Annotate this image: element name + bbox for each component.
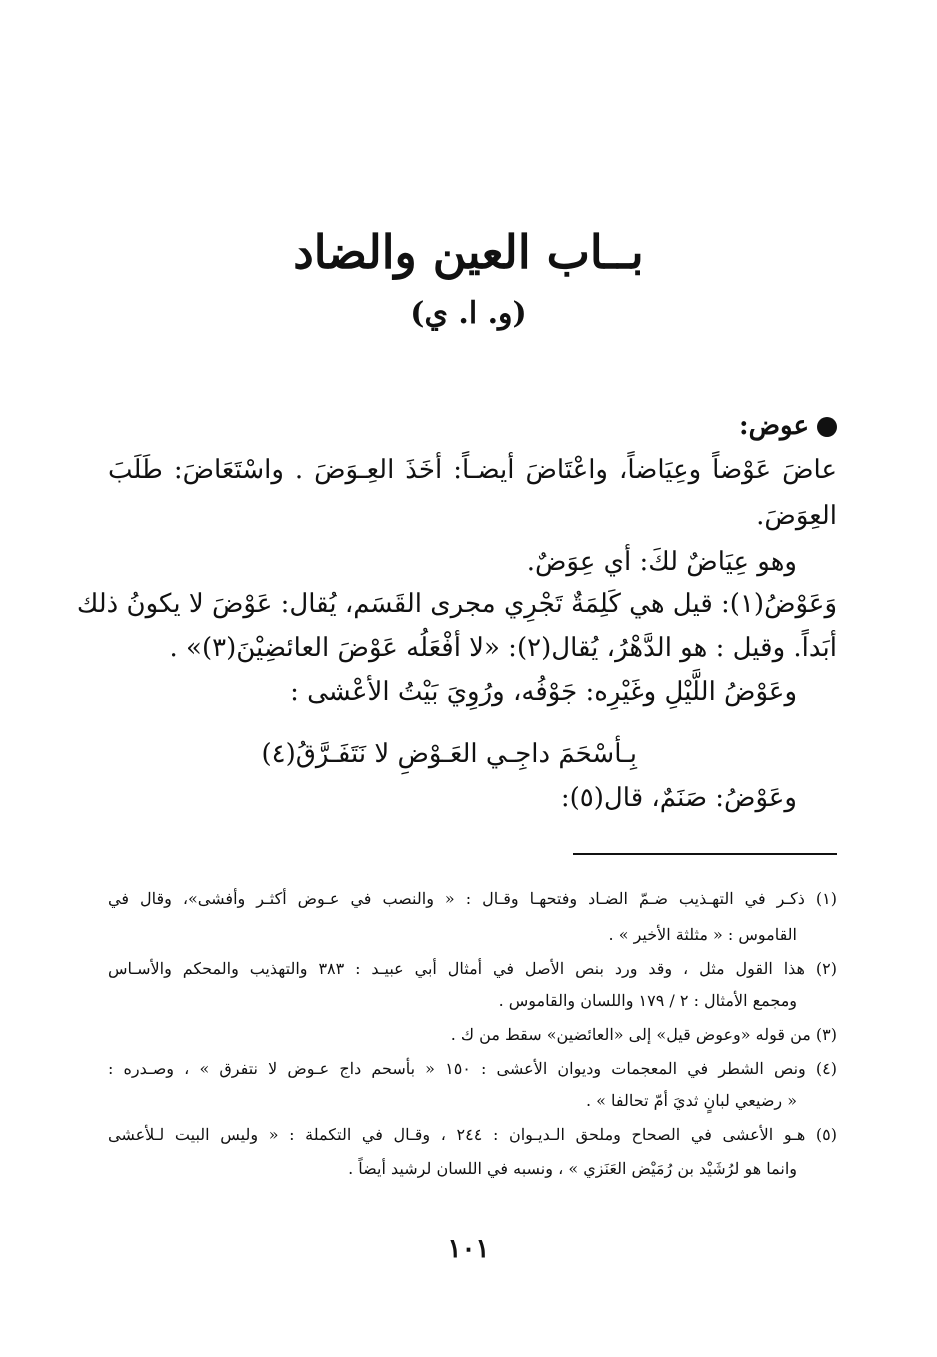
footnote-line: ومجمع الأمثال : ٢ / ١٧٩ واللسان والقاموس . [498, 991, 797, 1010]
footnote-line: القاموس : « مثلثة الأخير » . [608, 925, 797, 944]
footnote-line: (١) ذكـر في التهـذيب ضـمّ الضـاد وفتحهـا وقـال : « والنصب في عـوض أكثـر وأفشى»، وقال في [108, 889, 837, 908]
poetry-verse: بِـأسْحَمَ داجِـي العَـوْضِ لا نَتَفَـرَّقُ(٤) [261, 739, 637, 769]
bullet-icon [817, 417, 837, 437]
entry-line: وهو عِيَاضٌ لكَ: أي عِوَضٌ. [526, 547, 797, 577]
footnote-line: (٢) هذا القول مثل ، وقد ورد بنص الأصل في أمثال أبي عبيـد : ٣٨٣ والتهذيب والمحكم والأسـاس [108, 959, 837, 978]
entry-line: عاضَ عَوْضاً وعِيَاضاً، واعْتَاضَ أيضـاً: أخَذَ العِـوَضَ . واسْتَعَاضَ: طَلَبَ [108, 455, 837, 485]
footnote-line: (٣) من قوله «وعوض قيل» إلى «العائضين» سقط من ك . [450, 1025, 837, 1044]
entry-line: وعَوْضُ اللَّيْلِ وغَيْرِه: جَوْفُه، ورُوِيَ بَيْتُ الأعْشى : [290, 677, 797, 707]
entry-line: العِوَضَ. [756, 501, 837, 531]
entry-line: وعَوْضُ: صَنَمٌ، قال(٥): [560, 783, 797, 813]
footnote-separator [573, 853, 837, 855]
entry-line: أبَداً. وقيل : هو الدَّهْرُ، يُقال(٢): «لا أفْعَلُه عَوْضَ العائضِيْنَ(٣)» . [169, 633, 837, 663]
footnote-line: وانما هو لرُشَيْد بن رُمَيْض العَنَزي » ، ونسبه في اللسان لرشيد أيضاً . [348, 1159, 797, 1178]
footnote-line: « رضيعي لبانٍ ثديَ أمّ تحالفا » . [585, 1091, 797, 1110]
chapter-title: بــاب العين والضاد [293, 225, 644, 279]
root-letters: (و. ا. ي) [410, 296, 527, 331]
headword-text: عوض: [739, 411, 809, 441]
footnote-line: (٤) ونص الشطر في المعجمات وديوان الأعشى : ١٥٠ « بأسحم داج عـوض لا نتفرق » ، وصـدره : [108, 1059, 837, 1078]
footnote-line: (٥) هـو الأعشى في الصحاح وملحق الـديـوان : ٢٤٤ ، وقـال في التكملة : « وليس البيت لـلأعشى [108, 1125, 837, 1144]
entry-line: وَعَوْضُ(١): قيل هي كَلِمَةٌ تَجْرِي مجرى القَسَم، يُقال: عَوْضَ لا يكونُ ذلك [76, 589, 837, 619]
entry-headword [739, 408, 837, 444]
page-number: ١٠١ [447, 1234, 490, 1264]
